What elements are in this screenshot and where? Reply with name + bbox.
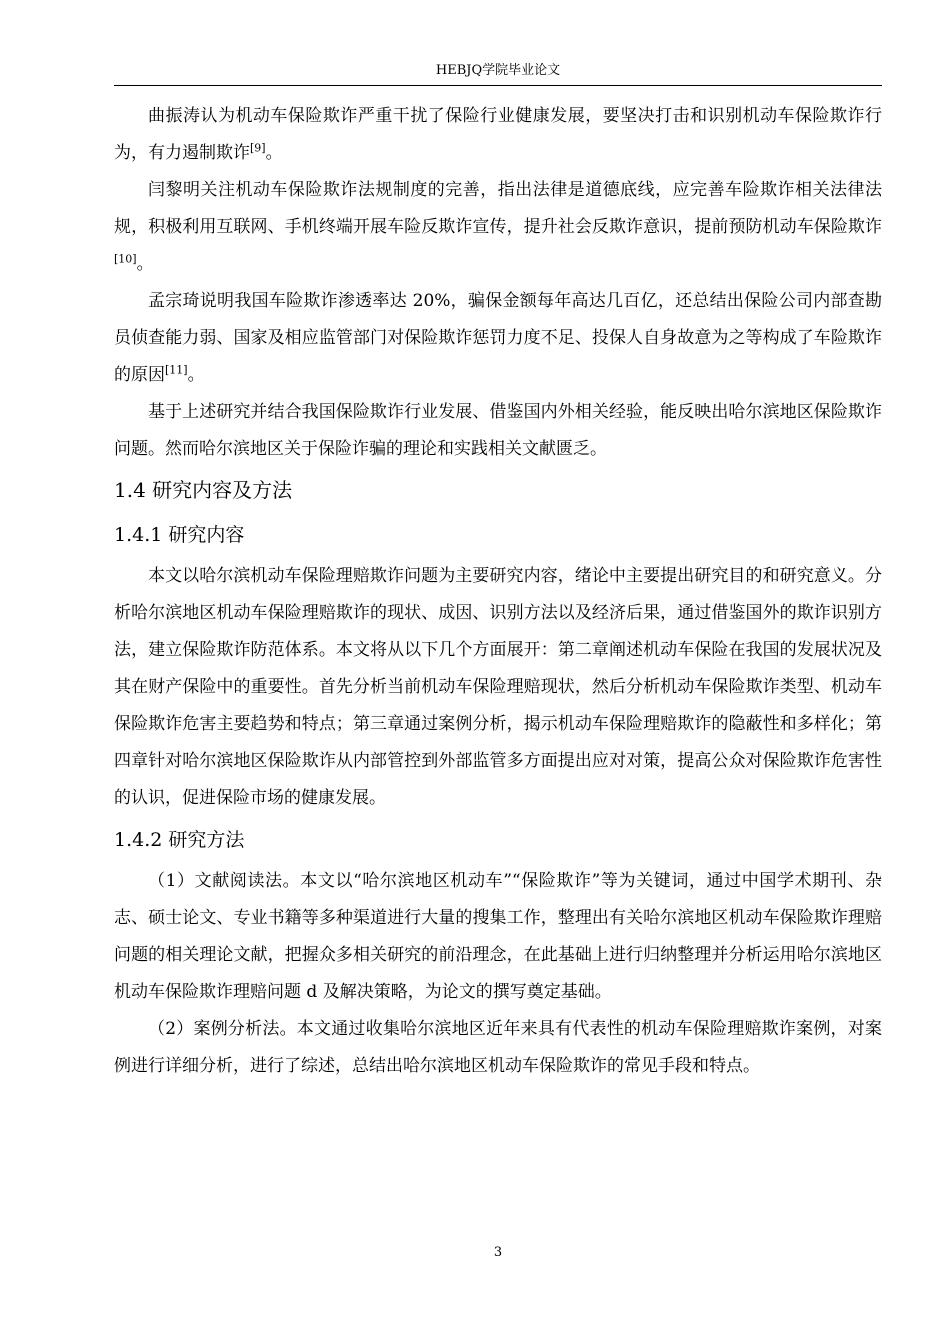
page-body [114,98,882,1085]
paragraph-literature-method: （1）文献阅读法。本文以“哈尔滨地区机动车”“保险欺诈”等为关键词，通过中国学术期刊、杂志、硕士论文、专业书籍等多种渠道进行大量的搜集工作，整理出有关哈尔滨地区机动车保险欺诈理赔问题的相关理论文献，把握众多相关研究的前沿理念，在此基础上进行归纳整理并分析运用哈尔滨地区机动车保险欺诈理赔问题 d 及解决策略，为论文的撰写奠定基础。 [114,871,882,1002]
citation-ref: [9] [250,141,266,155]
paragraph-text: 闫黎明关注机动车保险欺诈法规制度的完善，指出法律是道德底线，应完善车险欺诈相关法律法规，积极利用互联网、手机终端开展车险反欺诈宣传，提升社会反欺诈意识，提前预防机动车保险欺诈 [114,180,882,237]
paragraph-end: 。 [187,365,205,385]
paragraph-end: 。 [265,143,283,163]
paragraph-meng-zongqi [114,283,882,394]
paragraph-yan-liming [114,172,882,283]
page-header: HEBJQ学院毕业论文 [435,63,561,78]
paragraph-research-content: 本文以哈尔滨机动车保险理赔欺诈问题为主要研究内容，绪论中主要提出研究目的和研究意义。分析哈尔滨地区机动车保险理赔欺诈的现状、成因、识别方法以及经济后果，通过借鉴国外的欺诈识别方法，建立保险欺诈防范体系。本文将从以下几个方面展开：第二章阐述机动车保险在我国的发展状况及其在财产保险中的重要性。首先分析当前机动车保险理赔现状，然后分析机动车保险欺诈类型、机动车保险欺诈危害主要趋势和特点；第三章通过案例分析，揭示机动车保险理赔欺诈的隐蔽性和多样化；第四章针对哈尔滨地区保险欺诈从内部管控到外部监管多方面提出应对对策，提高公众对保险欺诈危害性的认识，促进保险市场的健康发展。 [114,566,882,808]
page-number: 3 [493,1245,503,1260]
paragraph-qu-zhentao [114,98,882,172]
section-heading-1-4-1: 1.4.1 研究内容 [114,524,245,546]
paragraph-case-method: （2）案例分析法。本文通过收集哈尔滨地区近年来具有代表性的机动车保险理赔欺诈案例，对案例进行详细分析，进行了综述，总结出哈尔滨地区机动车保险欺诈的常见手段和特点。 [114,1019,882,1076]
citation-ref: [10] [114,252,137,266]
section-heading-1-4: 1.4 研究内容及方法 [114,478,293,502]
section-heading-1-4-2: 1.4.2 研究方法 [114,829,245,851]
citation-ref: [11] [165,363,188,377]
paragraph-end: 。 [136,254,154,274]
paragraph-text: 曲振涛认为机动车保险欺诈严重干扰了保险行业健康发展，要坚决打击和识别机动车保险欺诈行为，有力遏制欺诈 [114,106,882,163]
paragraph-text: 孟宗琦说明我国车险欺诈渗透率达 20%，骗保金额每年高达几百亿，还总结出保险公司内部查勘员侦查能力弱、国家及相应监管部门对保险欺诈惩罚力度不足、投保人自身故意为之等构成了车险欺诈的原因 [114,291,882,385]
paragraph-summary: 基于上述研究并结合我国保险欺诈行业发展、借鉴国内外相关经验，能反映出哈尔滨地区保险欺诈问题。然而哈尔滨地区关于保险诈骗的理论和实践相关文献匮乏。 [114,402,882,459]
header-rule [114,85,882,86]
